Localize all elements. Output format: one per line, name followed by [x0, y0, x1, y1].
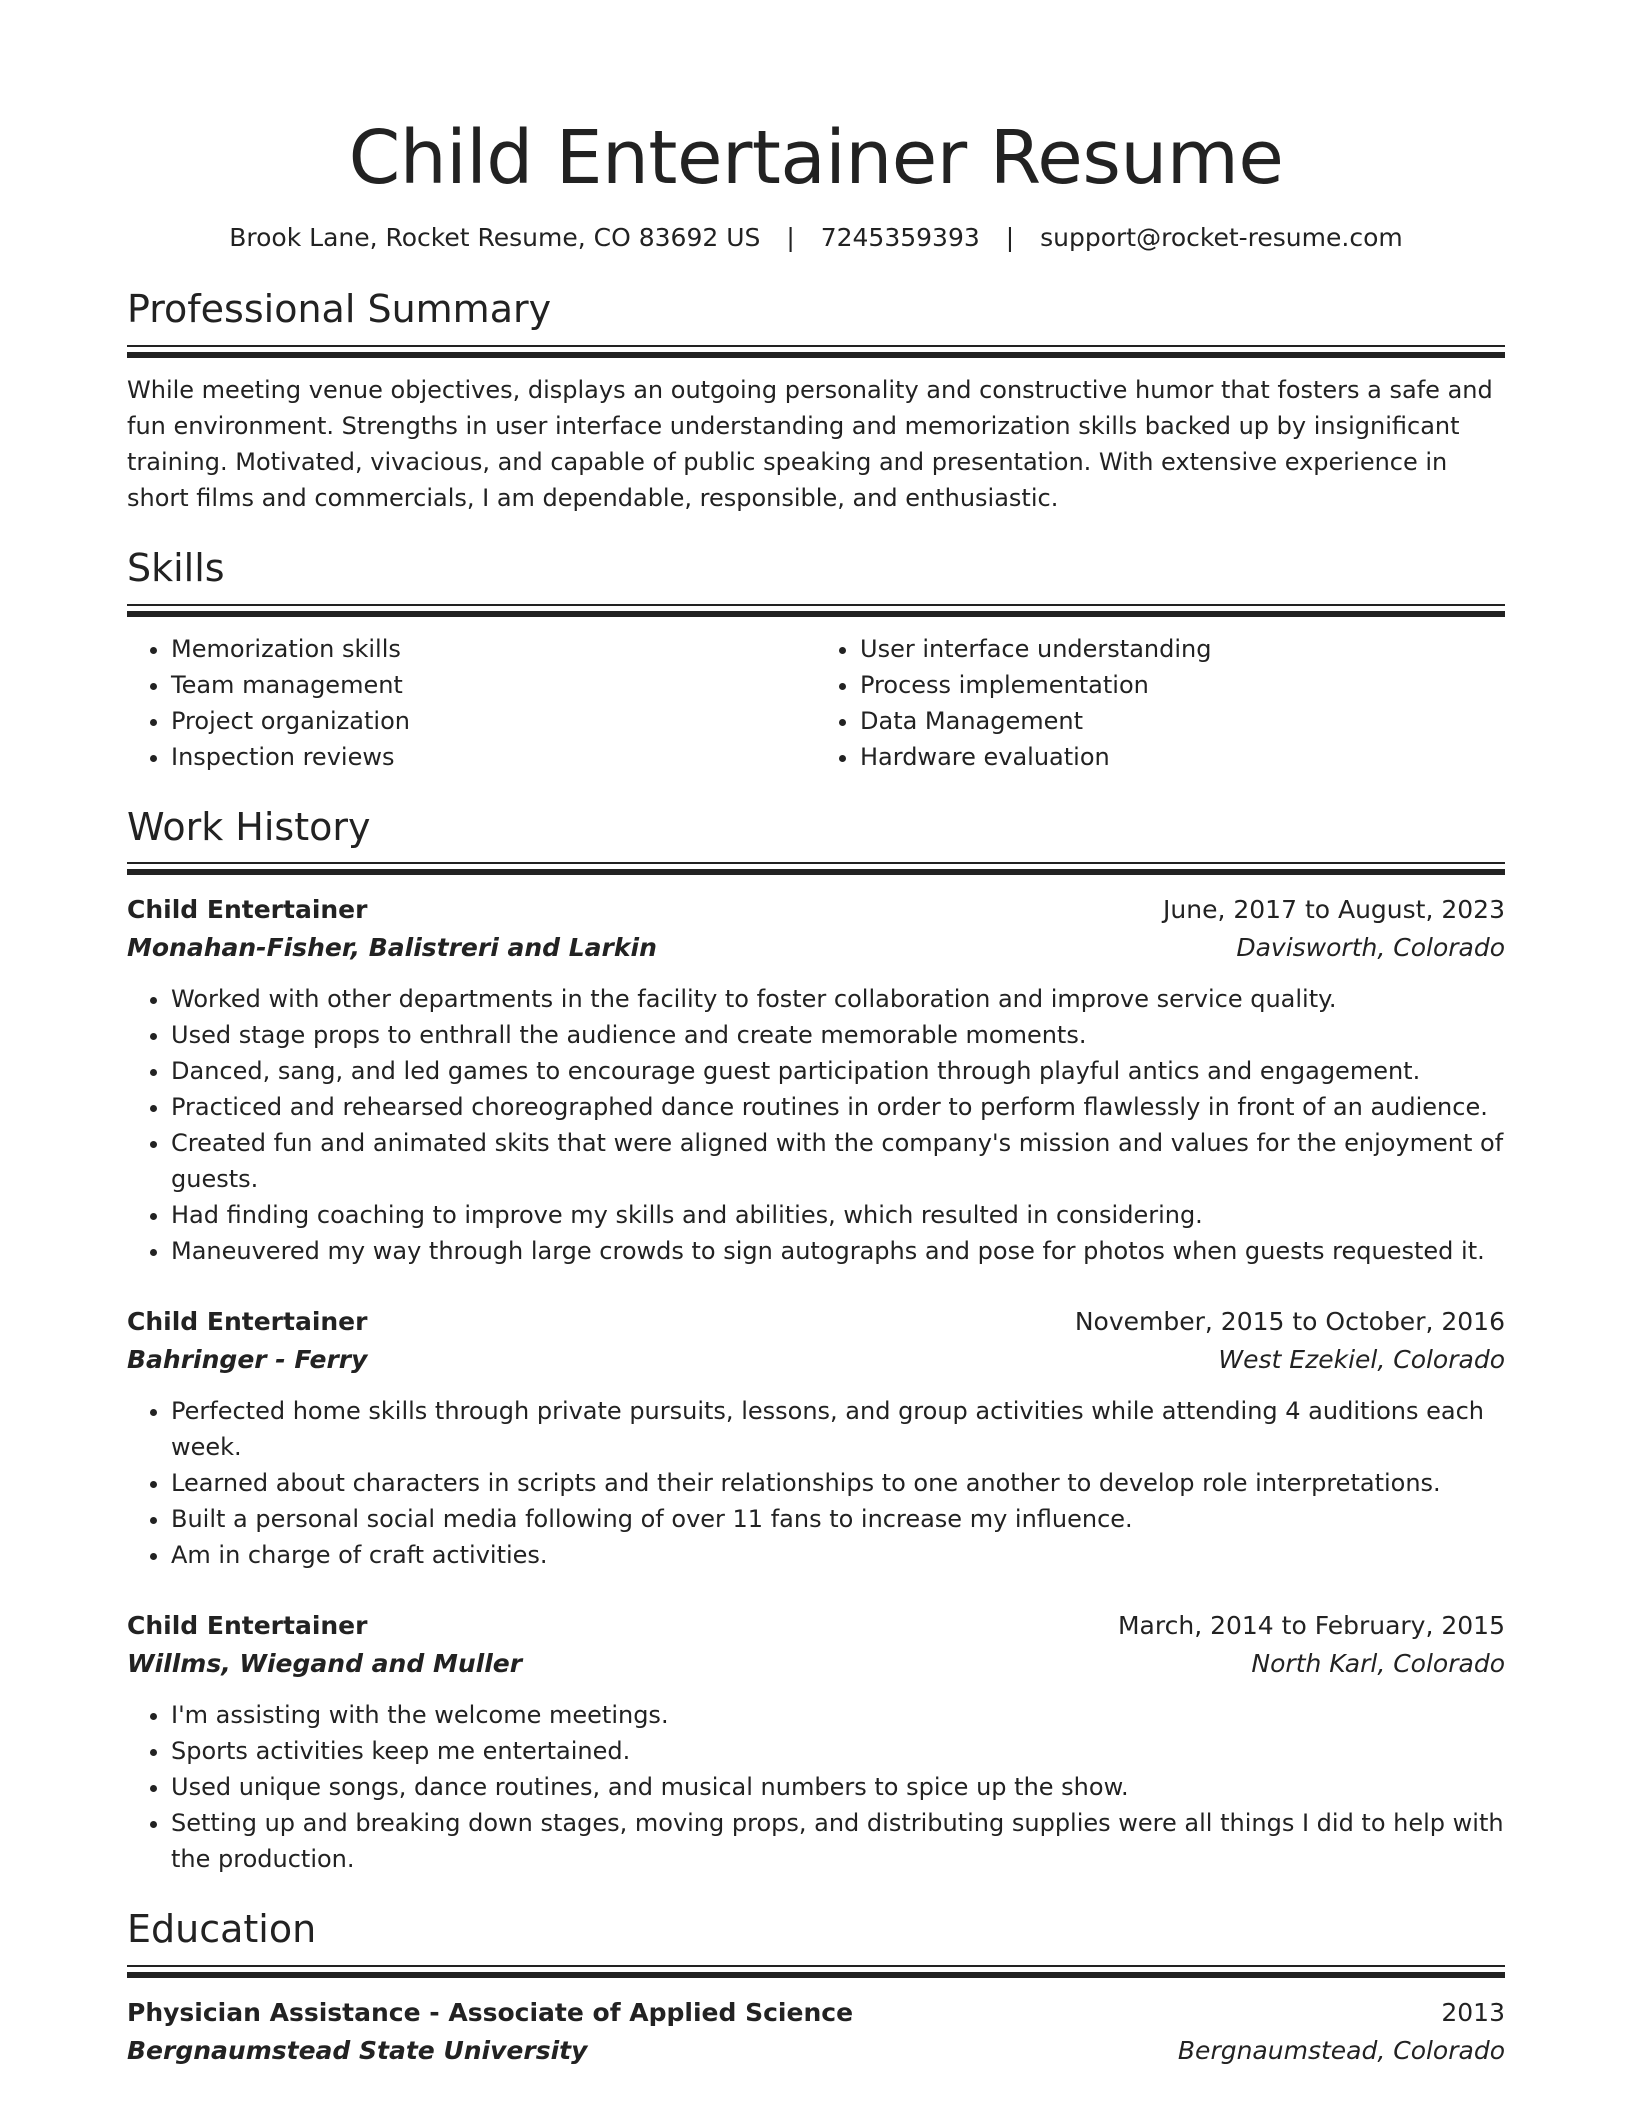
job-dates: June, 2017 to August, 2023 — [1163, 895, 1505, 925]
contact-separator: | — [1005, 223, 1015, 253]
work-section — [127, 805, 1505, 1878]
list-item: • Used unique songs, dance routines, and musical numbers to spice up the show. — [171, 1769, 1505, 1805]
contact-separator: | — [786, 223, 795, 253]
education-entry — [127, 1994, 1505, 2070]
list-item: • Had finding coaching to improve my skills and abilities, which resulted in considering. — [171, 1197, 1505, 1233]
skill-item: • Process implementation — [860, 667, 1505, 703]
section-divider — [127, 604, 1505, 617]
education-section — [127, 1907, 1505, 2070]
skills-column-right — [816, 631, 1505, 775]
list-item: • Danced, sang, and led games to encourage guest participation through playful antics and engagement. — [171, 1053, 1505, 1089]
list-item: • Practiced and rehearsed choreographed dance routines in order to perform flawlessly in front of an audience. — [171, 1089, 1505, 1125]
list-item: • Worked with other departments in the facility to foster collaboration and improve service quality. — [171, 981, 1505, 1017]
contact-phone: 7245359393 — [820, 223, 980, 253]
skill-item: • Memorization skills — [171, 631, 816, 667]
job-location: Davisworth, Colorado — [1236, 933, 1505, 963]
list-item: • Am in charge of craft activities. — [171, 1537, 1505, 1573]
skill-item: • Data Management — [860, 703, 1505, 739]
list-item: • Built a personal social media following of over 11 fans to increase my influence. — [171, 1501, 1505, 1537]
job-bullets — [127, 1393, 1505, 1573]
summary-text: While meeting venue objectives, displays an outgoing personality and constructive humor that fosters a safe and fun environment. Strengths in user interface understanding and memorization skills backed up by insignificant training. Motivated, vivacious, and capable of public speaking and presentation. With extensive experience in short films and commercials, I am dependable, responsible, and enthusiastic. — [127, 375, 1493, 512]
job-entry — [127, 1607, 1505, 1877]
job-entry — [127, 891, 1505, 1269]
summary-section — [127, 287, 1505, 516]
section-divider — [127, 345, 1505, 358]
job-entry — [127, 1303, 1505, 1573]
skill-item: • Hardware evaluation — [860, 739, 1505, 775]
job-title: Child Entertainer — [127, 895, 368, 925]
skill-item: • User interface understanding — [860, 631, 1505, 667]
education-location: Bergnaumstead, Colorado — [1177, 2035, 1505, 2065]
skill-item: • Team management — [171, 667, 816, 703]
education-heading: Education — [127, 1907, 317, 1952]
education-year: 2013 — [1441, 1997, 1505, 2027]
list-item: • I'm assisting with the welcome meetings. — [171, 1697, 1505, 1733]
skills-column-left — [127, 631, 816, 775]
list-item: • Perfected home skills through private pursuits, lessons, and group activities while attending 4 auditions each week. — [171, 1393, 1505, 1465]
job-title: Child Entertainer — [127, 1611, 368, 1641]
list-item: • Sports activities keep me entertained. — [171, 1733, 1505, 1769]
job-company: Willms, Wiegand and Muller — [127, 1649, 523, 1679]
contact-address: Brook Lane, Rocket Resume, CO 83692 US — [229, 223, 761, 253]
list-item: • Maneuvered my way through large crowds to sign autographs and pose for photos when guests requested it. — [171, 1233, 1505, 1269]
job-bullets — [127, 1697, 1505, 1877]
summary-heading: Professional Summary — [127, 287, 552, 332]
list-item: • Created fun and animated skits that were aligned with the company's mission and values for the enjoyment of guests. — [171, 1125, 1505, 1197]
job-title: Child Entertainer — [127, 1307, 368, 1337]
job-company: Bahringer - Ferry — [127, 1345, 368, 1375]
education-degree: Physician Assistance - Associate of Applied Science — [127, 1997, 854, 2027]
job-dates: March, 2014 to February, 2015 — [1117, 1611, 1505, 1641]
skills-section — [127, 546, 1505, 775]
page-title: Child Entertainer Resume — [348, 115, 1284, 201]
skills-heading: Skills — [127, 545, 225, 590]
section-divider — [127, 1965, 1505, 1978]
contact-email: support@rocket-resume.com — [1040, 223, 1403, 253]
list-item: • Setting up and breaking down stages, moving props, and distributing supplies were all things I did to help with the production. — [171, 1805, 1505, 1877]
job-company: Monahan-Fisher, Balistreri and Larkin — [127, 933, 657, 963]
contact-line — [127, 223, 1505, 253]
work-heading: Work History — [127, 804, 371, 849]
job-bullets — [127, 981, 1505, 1269]
job-location: West Ezekiel, Colorado — [1218, 1345, 1505, 1375]
job-dates: November, 2015 to October, 2016 — [1074, 1307, 1505, 1337]
education-school: Bergnaumstead State University — [127, 2035, 588, 2065]
skills-list — [127, 631, 1505, 775]
list-item: • Used stage props to enthrall the audience and create memorable moments. — [171, 1017, 1505, 1053]
skill-item: • Inspection reviews — [171, 739, 816, 775]
list-item: • Learned about characters in scripts and their relationships to one another to develop role interpretations. — [171, 1465, 1505, 1501]
section-divider — [127, 862, 1505, 875]
job-location: North Karl, Colorado — [1251, 1649, 1505, 1679]
skill-item: • Project organization — [171, 703, 816, 739]
